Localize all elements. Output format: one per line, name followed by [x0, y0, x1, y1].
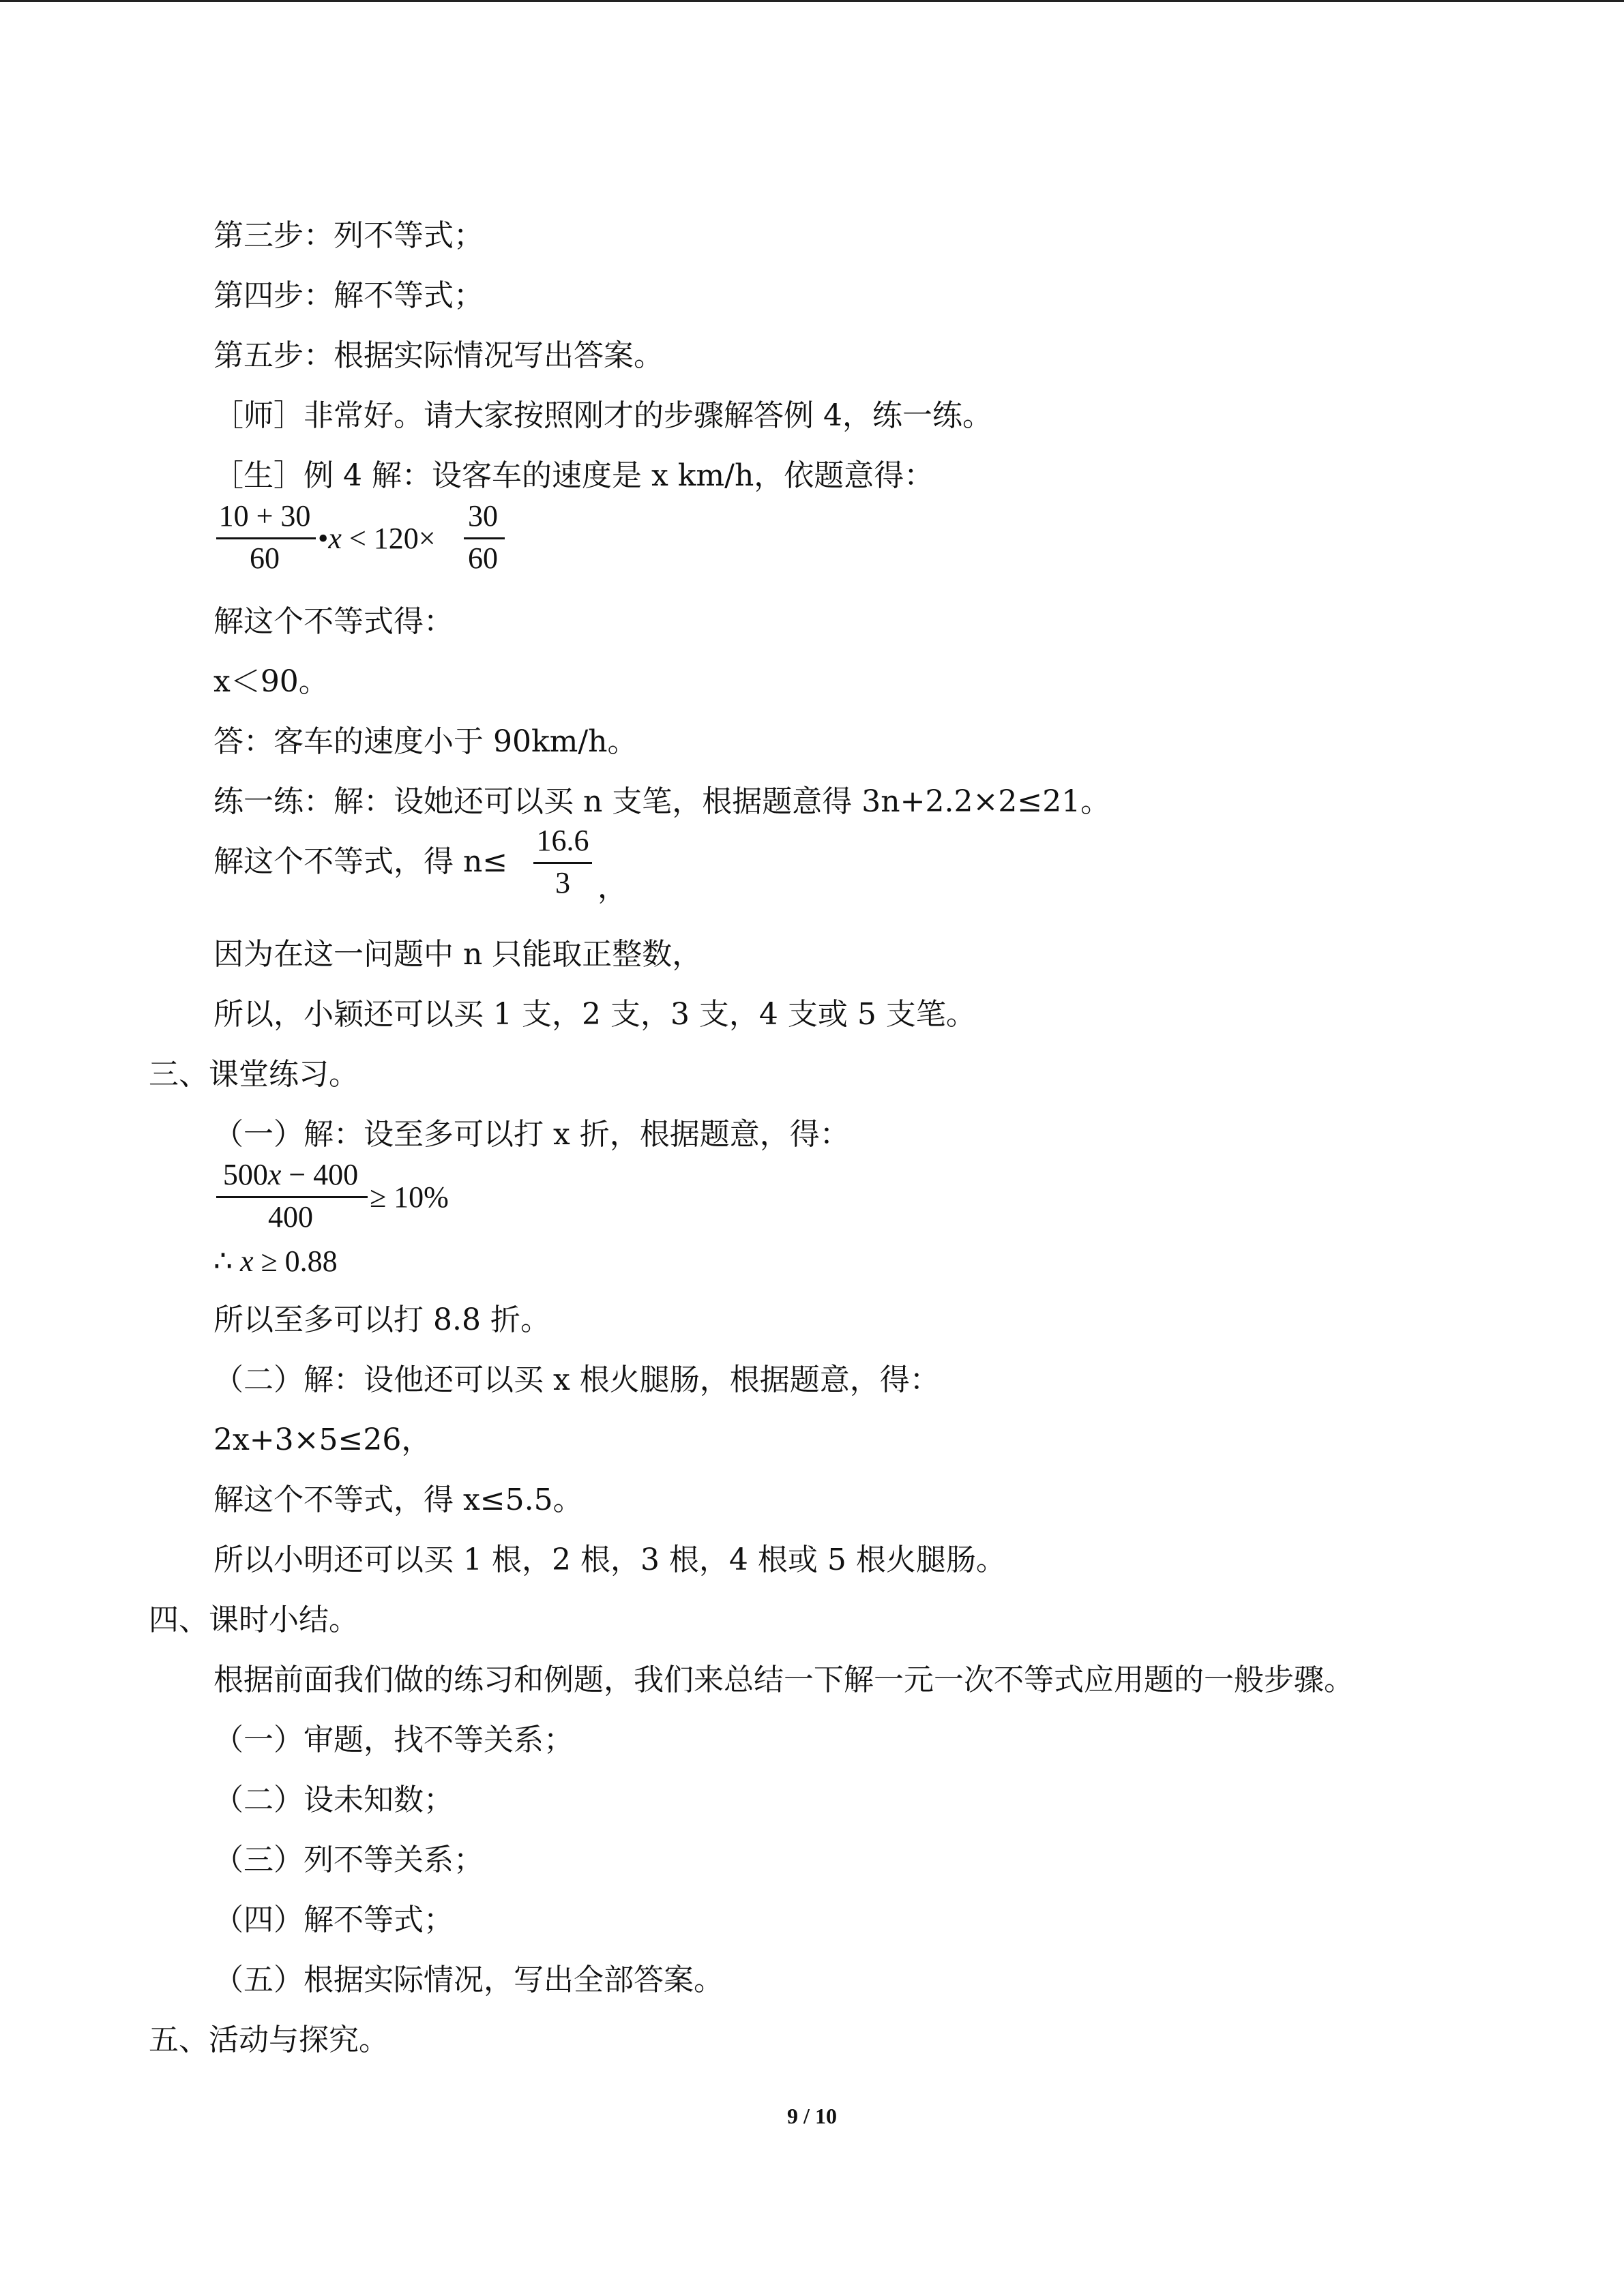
pens-conclusion: 所以，小颖还可以买 1 支，2 支，3 支，4 支或 5 支笔。: [213, 997, 976, 1032]
step-three: 第三步：列不等式；: [213, 218, 484, 253]
solve-n-comma: ，: [597, 870, 628, 905]
section-class-practice: 三、课堂练习。: [149, 1057, 359, 1092]
variable-x: x: [328, 522, 342, 555]
summary-step-three: （三）列不等关系；: [213, 1843, 484, 1877]
fraction-numerator: 16.6: [536, 824, 589, 857]
variable-x: x: [240, 1244, 254, 1278]
fraction-denominator: 3: [555, 866, 570, 899]
sausage-conclusion: 所以小明还可以买 1 根，2 根，3 根，4 根或 5 根火腿肠。: [213, 1542, 1006, 1577]
fraction-denominator: 400: [268, 1200, 313, 1234]
solve-inequality-label: 解这个不等式得：: [213, 604, 454, 639]
formula-discount-relation: ≥ 10%: [370, 1180, 449, 1214]
step-four: 第四步：解不等式；: [213, 278, 484, 313]
inequality-relation: ≥ 0.88: [253, 1244, 338, 1278]
formula-therefore: [213, 1241, 338, 1282]
fraction-numerator: 30: [468, 499, 498, 533]
fraction-bar: [216, 537, 316, 539]
practice-one-intro: （一）解：设至多可以打 x 折，根据题意，得：: [213, 1117, 850, 1152]
student-solution-intro: ［生］例 4 解：设客车的速度是 x km/h，依题意得：: [213, 458, 934, 493]
discount-conclusion: 所以至多可以打 8.8 折。: [213, 1302, 550, 1337]
fraction-numerator: 10 + 30: [218, 499, 311, 533]
fraction-bar: [216, 1196, 368, 1198]
section-activity-exploration: 五、活动与探究。: [149, 2023, 389, 2057]
summary-step-one: （一）审题，找不等关系；: [213, 1723, 574, 1757]
summary-step-two: （二）设未知数；: [213, 1783, 454, 1817]
practice-two-intro: （二）解：设他还可以买 x 根火腿肠，根据题意，得：: [213, 1362, 940, 1397]
fraction-bar: [464, 537, 505, 539]
practice-solution: 练一练：解：设她还可以买 n 支笔，根据题意得 3n+2.2×2≤21。: [213, 784, 1111, 819]
answer-bus-speed: 答：客车的速度小于 90km/h。: [213, 724, 638, 759]
result-x-lt-90: x＜90。: [213, 664, 329, 699]
inequality-relation: < 120×: [341, 522, 436, 555]
multiply-dot: •: [318, 522, 329, 555]
page-number: 9 / 10: [787, 2104, 837, 2128]
sausage-inequality: 2x+3×5≤26，: [213, 1422, 432, 1457]
summary-step-five: （五）根据实际情况，写出全部答案。: [213, 1963, 724, 1997]
fraction-numerator: 500x − 400: [222, 1158, 359, 1191]
fraction-bar: [533, 862, 592, 864]
step-five: 第五步：根据实际情况写出答案。: [213, 338, 664, 373]
section-lesson-summary: 四、课时小结。: [149, 1602, 359, 1637]
solve-n-label: 解这个不等式，得 n≤: [213, 844, 508, 879]
summary-intro: 根据前面我们做的练习和例题，我们来总结一下解一元一次不等式应用题的一般步骤。: [213, 1663, 1354, 1697]
fraction-denominator: 60: [250, 541, 280, 575]
positive-integer-note: 因为在这一问题中 n 只能取正整数，: [213, 937, 703, 972]
fraction-denominator: 60: [468, 541, 498, 575]
summary-step-four: （四）解不等式；: [213, 1903, 454, 1937]
sausage-solution: 解这个不等式，得 x≤5.5。: [213, 1482, 583, 1517]
page-top-border: [0, 0, 1624, 2]
teacher-remark: ［师］非常好。请大家按照刚才的步骤解答例 4，练一练。: [213, 398, 992, 433]
therefore-symbol: ∴: [213, 1244, 240, 1278]
variable-x: x: [267, 1158, 282, 1191]
formula-speed-middle: [318, 518, 436, 559]
